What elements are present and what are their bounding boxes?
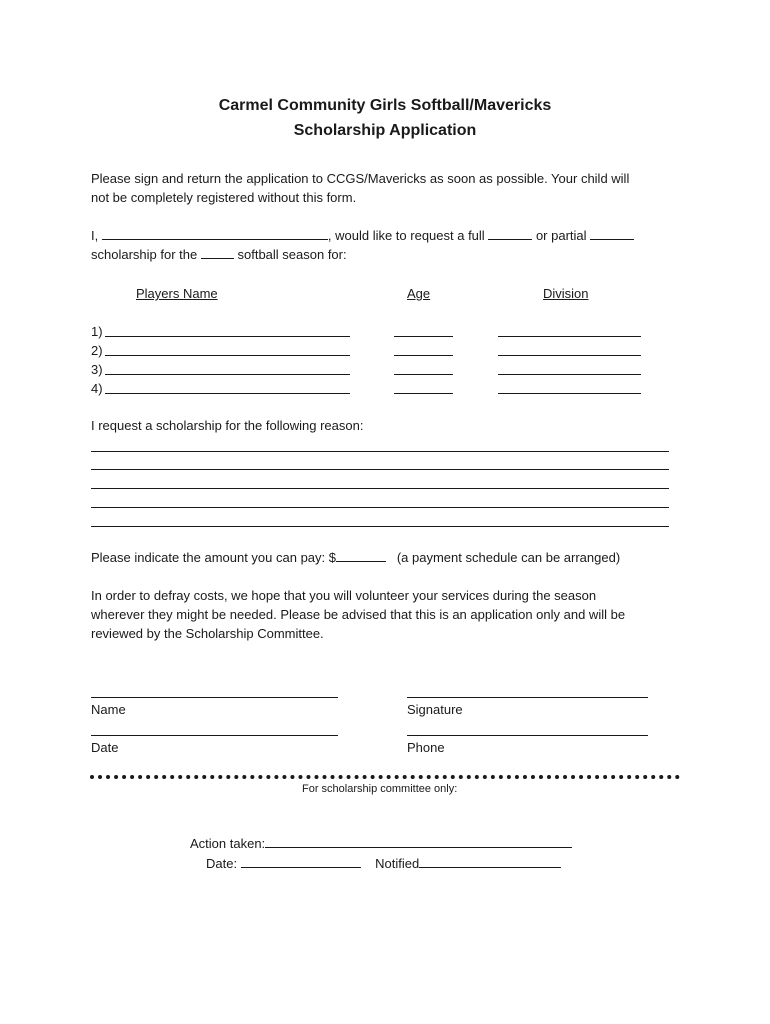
request-line2-suffix: softball season for: xyxy=(237,247,347,262)
action-taken-label: Action taken: xyxy=(190,836,266,851)
committee-heading: For scholarship committee only: xyxy=(302,783,458,795)
signature-label: Signature xyxy=(407,702,463,717)
request-line2-prefix: scholarship for the xyxy=(91,247,198,262)
committee-date-blank[interactable] xyxy=(241,854,361,868)
name-label: Name xyxy=(91,702,126,717)
season-year-blank[interactable] xyxy=(201,245,234,259)
reason-line-4[interactable] xyxy=(91,507,669,508)
reason-label: I request a scholarship for the following reason: xyxy=(91,418,364,433)
player-3-name-line[interactable] xyxy=(105,374,350,375)
player-row-3-number: 3) xyxy=(91,362,103,377)
player-row-4-number: 4) xyxy=(91,381,103,396)
intro-line-1: Please sign and return the application to CCGS/Mavericks as soon as possible. Your child will xyxy=(91,171,630,186)
player-2-name-line[interactable] xyxy=(105,355,350,356)
player-2-age-line[interactable] xyxy=(394,355,453,356)
phone-label: Phone xyxy=(407,740,445,755)
payment-line xyxy=(91,548,620,567)
partial-scholarship-blank[interactable] xyxy=(590,226,634,240)
name-line[interactable] xyxy=(91,697,338,698)
player-1-age-line[interactable] xyxy=(394,336,453,337)
division-header: Division xyxy=(543,286,589,301)
action-taken-row xyxy=(190,834,572,853)
notified-blank[interactable] xyxy=(419,854,561,868)
player-row-1-number: 1) xyxy=(91,324,103,339)
request-line-1 xyxy=(91,226,634,245)
request-full-text: would like to request a full xyxy=(335,228,485,243)
date-line[interactable] xyxy=(91,735,338,736)
player-1-name-line[interactable] xyxy=(105,336,350,337)
player-4-age-line[interactable] xyxy=(394,393,453,394)
age-header: Age xyxy=(407,286,431,301)
volunteer-line-3: reviewed by the Scholarship Committee. xyxy=(91,626,324,641)
parent-name-blank[interactable] xyxy=(102,226,328,240)
signature-line[interactable] xyxy=(407,697,648,698)
player-row-2-number: 2) xyxy=(91,343,103,358)
reason-line-5[interactable] xyxy=(91,526,669,527)
request-line-2 xyxy=(91,245,347,264)
notified-label: Notified xyxy=(375,856,420,871)
players-name-header: Players Name xyxy=(136,286,218,301)
reason-line-2[interactable] xyxy=(91,469,669,470)
committee-date-row xyxy=(206,854,561,873)
reason-line-1[interactable] xyxy=(91,451,669,452)
form-subtitle: Scholarship Application xyxy=(293,122,477,139)
date-label: Date xyxy=(91,740,119,755)
payment-suffix: (a payment schedule can be arranged) xyxy=(396,550,621,565)
committee-divider xyxy=(90,775,680,779)
request-prefix: I, xyxy=(91,228,99,243)
player-2-division-line[interactable] xyxy=(498,355,641,356)
player-3-division-line[interactable] xyxy=(498,374,641,375)
request-comma: , xyxy=(327,228,332,243)
action-taken-blank[interactable] xyxy=(265,834,572,848)
phone-line[interactable] xyxy=(407,735,648,736)
reason-line-3[interactable] xyxy=(91,488,669,489)
player-3-age-line[interactable] xyxy=(394,374,453,375)
request-partial-text: or partial xyxy=(535,228,587,243)
volunteer-line-1: In order to defray costs, we hope that you will volunteer your services during the season xyxy=(91,588,597,603)
intro-line-2: not be completely registered without this form. xyxy=(91,190,357,205)
volunteer-line-2: wherever they might be needed. Please be advised that this is an application only and will be xyxy=(91,607,626,622)
payment-amount-blank[interactable] xyxy=(336,548,386,562)
form-title: Carmel Community Girls Softball/Mavericks xyxy=(218,97,552,114)
payment-prefix: Please indicate the amount you can pay: $ xyxy=(91,550,336,565)
player-4-division-line[interactable] xyxy=(498,393,641,394)
committee-date-label: Date: xyxy=(206,856,238,871)
full-scholarship-blank[interactable] xyxy=(488,226,532,240)
player-4-name-line[interactable] xyxy=(105,393,350,394)
player-1-division-line[interactable] xyxy=(498,336,641,337)
